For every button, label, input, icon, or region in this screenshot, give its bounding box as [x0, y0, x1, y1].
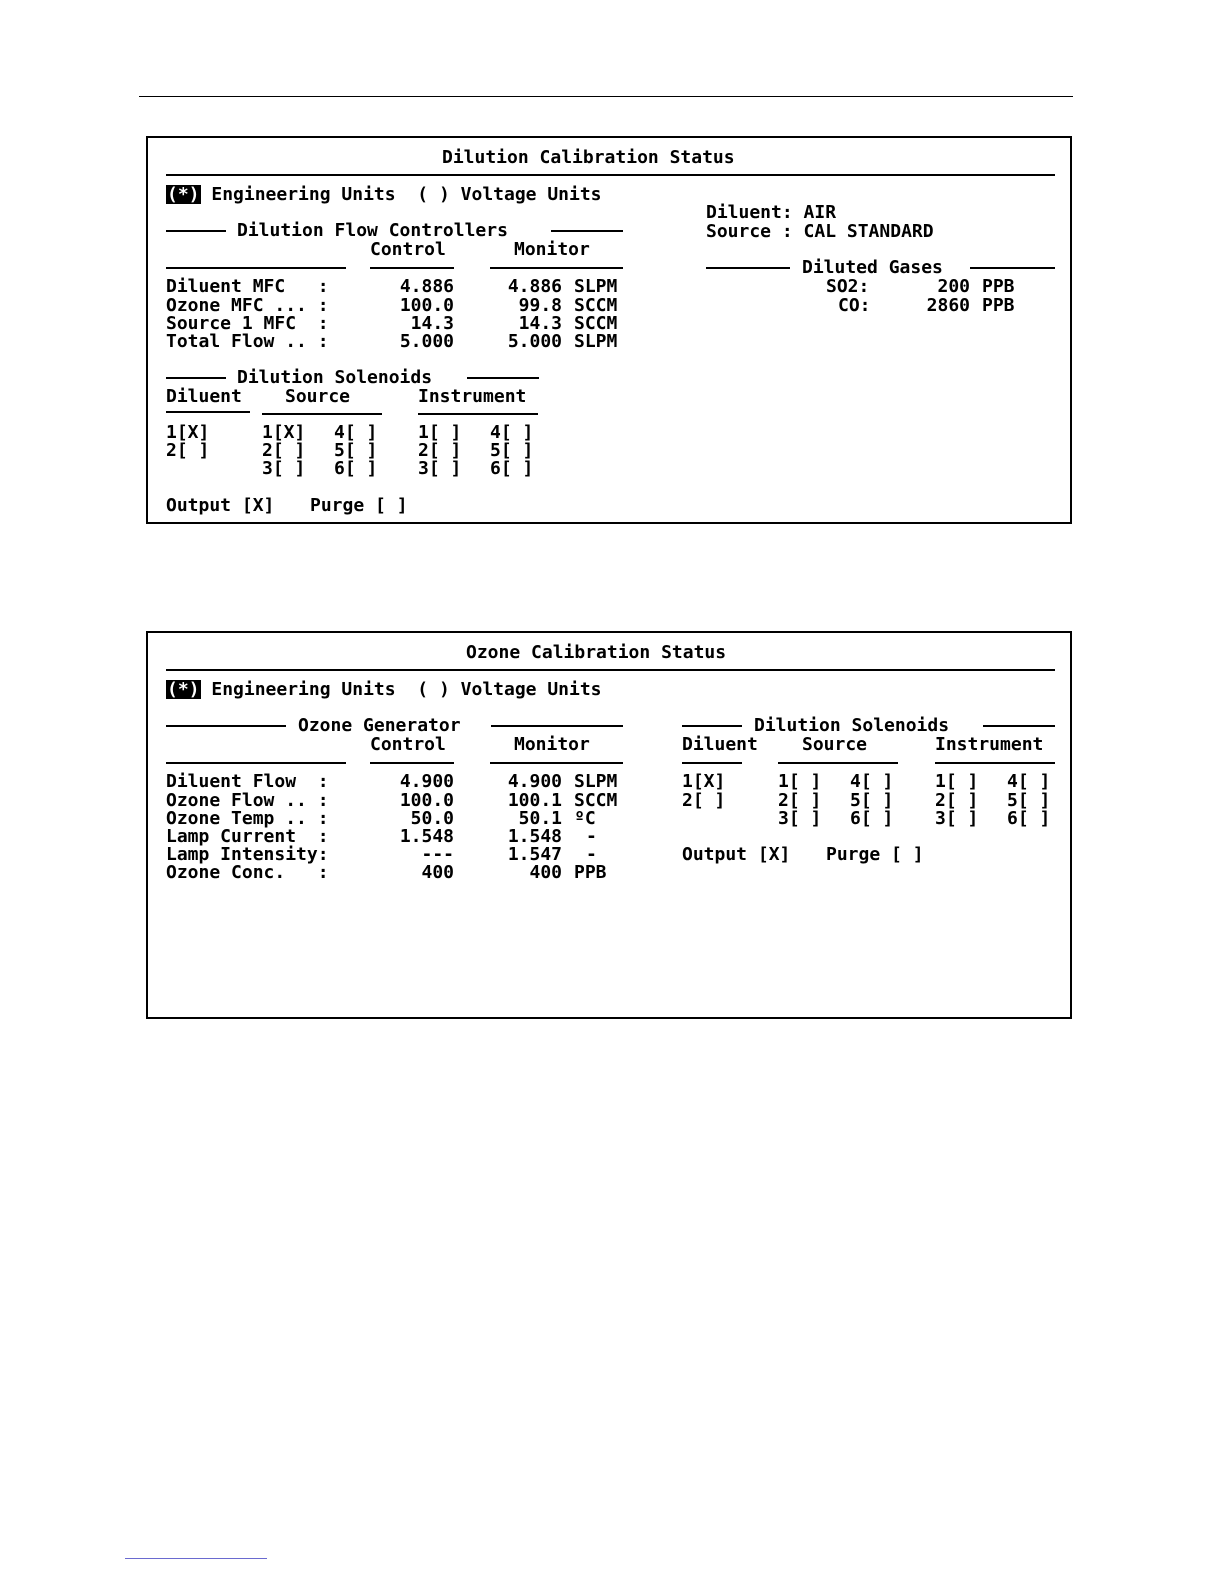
unit-label: SCCM — [574, 313, 618, 334]
source-solenoid-checkbox[interactable]: 5[ ] — [334, 440, 378, 461]
column-underline — [166, 411, 250, 413]
source-solenoid-checkbox[interactable]: 3[ ] — [262, 458, 306, 479]
source-solenoid-checkbox[interactable]: 4[ ] — [334, 422, 378, 443]
column-header-control: Control — [370, 734, 446, 755]
control-value: 1.548 — [399, 826, 454, 847]
monitor-value: 1.547 — [507, 844, 562, 865]
diluted-gases-title: Diluted Gases — [802, 257, 943, 278]
ozone-calibration-panel — [146, 631, 1072, 1019]
unit-label: SLPM — [574, 331, 618, 352]
solenoid-header-diluent: Diluent — [166, 386, 242, 407]
column-underline — [370, 267, 454, 269]
section-rule — [467, 377, 539, 379]
panel-title: Dilution Calibration Status — [442, 147, 735, 168]
solenoid-header-diluent: Diluent — [682, 734, 758, 755]
control-value: 50.0 — [410, 808, 454, 829]
diluent-solenoid-checkbox[interactable]: 1[X] — [166, 422, 210, 443]
row-label: Lamp Current : — [166, 826, 329, 847]
source-solenoid-checkbox[interactable]: 1[X] — [262, 422, 306, 443]
voltage-units-radio[interactable]: ( ) — [417, 184, 450, 205]
row-label: Ozone Temp .. : — [166, 808, 329, 829]
monitor-value: 14.3 — [518, 313, 562, 334]
engineering-units-label[interactable]: Engineering Units — [211, 679, 396, 700]
monitor-value: 4.900 — [507, 771, 562, 792]
ozone-generator-title: Ozone Generator — [298, 715, 461, 736]
solenoid-header-instrument: Instrument — [935, 734, 1044, 755]
column-underline — [166, 762, 346, 764]
row-label: Ozone Conc. : — [166, 862, 329, 883]
units-selector — [166, 185, 602, 204]
diluent-solenoid-checkbox[interactable]: 1[X] — [682, 771, 726, 792]
unit-label: SLPM — [574, 276, 618, 297]
gas-value: 2860 — [926, 295, 970, 316]
output-checkbox[interactable]: Output [X] — [682, 844, 791, 865]
section-rule — [491, 725, 623, 727]
control-value: 400 — [421, 862, 454, 883]
voltage-units-radio[interactable]: ( ) — [417, 679, 450, 700]
gas-label: SO2: — [826, 276, 870, 297]
monitor-value: 99.8 — [518, 295, 562, 316]
instrument-solenoid-checkbox[interactable]: 2[ ] — [418, 440, 462, 461]
solenoids-title: Dilution Solenoids — [754, 715, 950, 736]
row-label: Ozone Flow .. : — [166, 790, 329, 811]
source-solenoid-checkbox[interactable]: 3[ ] — [778, 808, 822, 829]
instrument-solenoid-checkbox[interactable]: 6[ ] — [490, 458, 534, 479]
control-value: 4.886 — [399, 276, 454, 297]
row-label: Diluent MFC : — [166, 276, 329, 297]
gas-value: 200 — [937, 276, 970, 297]
monitor-value: 50.1 — [518, 808, 562, 829]
unit-label: ºC — [574, 808, 596, 829]
control-value: 4.900 — [399, 771, 454, 792]
monitor-value: 1.548 — [507, 826, 562, 847]
monitor-value: 400 — [529, 862, 562, 883]
control-value: 100.0 — [399, 790, 454, 811]
diluent-info: Diluent: AIR — [706, 202, 837, 223]
column-underline — [490, 762, 623, 764]
monitor-value: 4.886 — [507, 276, 562, 297]
monitor-value: 100.1 — [507, 790, 562, 811]
source-solenoid-checkbox[interactable]: 6[ ] — [850, 808, 894, 829]
unit-label: SLPM — [574, 771, 618, 792]
control-value: 100.0 — [399, 295, 454, 316]
row-label: Ozone MFC ... : — [166, 295, 329, 316]
unit-label: - — [586, 844, 597, 865]
gas-unit: PPB — [982, 295, 1015, 316]
dilution-calibration-panel — [146, 136, 1072, 524]
flow-controllers-title: Dilution Flow Controllers — [237, 220, 508, 241]
column-underline — [935, 762, 1055, 764]
section-rule — [166, 230, 226, 232]
source-solenoid-checkbox[interactable]: 4[ ] — [850, 771, 894, 792]
solenoid-header-source: Source — [285, 386, 351, 407]
source-solenoid-checkbox[interactable]: 6[ ] — [334, 458, 378, 479]
engineering-units-radio[interactable]: (*) — [167, 184, 200, 205]
column-header-monitor: Monitor — [514, 734, 590, 755]
output-checkbox[interactable]: Output [X] — [166, 495, 275, 516]
purge-checkbox[interactable]: Purge [ ] — [310, 495, 408, 516]
instrument-solenoid-checkbox[interactable]: 5[ ] — [490, 440, 534, 461]
monitor-value: 5.000 — [507, 331, 562, 352]
unit-label: - — [586, 826, 597, 847]
section-rule — [682, 725, 742, 727]
page-header-rule — [139, 96, 1073, 97]
source-info: Source : CAL STANDARD — [706, 221, 934, 242]
column-header-control: Control — [370, 239, 446, 260]
diluent-solenoid-checkbox[interactable]: 2[ ] — [166, 440, 210, 461]
voltage-units-label[interactable]: Voltage Units — [460, 679, 602, 700]
engineering-units-radio[interactable]: (*) — [167, 679, 200, 700]
gas-unit: PPB — [982, 276, 1015, 297]
section-rule — [166, 725, 286, 727]
section-rule — [551, 230, 623, 232]
source-solenoid-checkbox[interactable]: 2[ ] — [262, 440, 306, 461]
footer-rule — [125, 1558, 267, 1559]
instrument-solenoid-checkbox[interactable]: 3[ ] — [935, 808, 979, 829]
title-divider — [166, 669, 1055, 671]
control-value: --- — [421, 844, 454, 865]
instrument-solenoid-checkbox[interactable]: 2[ ] — [935, 790, 979, 811]
source-solenoid-checkbox[interactable]: 2[ ] — [778, 790, 822, 811]
solenoid-header-instrument: Instrument — [418, 386, 527, 407]
control-value: 5.000 — [399, 331, 454, 352]
row-label: Total Flow .. : — [166, 331, 329, 352]
column-underline — [370, 762, 454, 764]
section-rule — [166, 377, 226, 379]
unit-label: SCCM — [574, 790, 618, 811]
row-label: Source 1 MFC : — [166, 313, 329, 334]
column-underline — [166, 267, 346, 269]
solenoid-header-source: Source — [802, 734, 868, 755]
column-underline — [490, 267, 623, 269]
column-header-monitor: Monitor — [514, 239, 590, 260]
section-rule — [706, 267, 790, 269]
instrument-solenoid-checkbox[interactable]: 1[ ] — [418, 422, 462, 443]
instrument-solenoid-checkbox[interactable]: 6[ ] — [1007, 808, 1051, 829]
instrument-solenoid-checkbox[interactable]: 4[ ] — [1007, 771, 1051, 792]
column-underline — [418, 413, 538, 415]
instrument-solenoid-checkbox[interactable]: 4[ ] — [490, 422, 534, 443]
control-value: 14.3 — [410, 313, 454, 334]
unit-label: PPB — [574, 862, 607, 883]
unit-label: SCCM — [574, 295, 618, 316]
instrument-solenoid-checkbox[interactable]: 1[ ] — [935, 771, 979, 792]
voltage-units-label[interactable]: Voltage Units — [460, 184, 602, 205]
diluent-solenoid-checkbox[interactable]: 2[ ] — [682, 790, 726, 811]
solenoids-title: Dilution Solenoids — [237, 367, 433, 388]
row-label: Diluent Flow : — [166, 771, 329, 792]
column-underline — [682, 762, 742, 764]
title-divider — [166, 174, 1055, 176]
instrument-solenoid-checkbox[interactable]: 3[ ] — [418, 458, 462, 479]
row-label: Lamp Intensity: — [166, 844, 329, 865]
column-underline — [778, 762, 898, 764]
panel-title: Ozone Calibration Status — [466, 642, 727, 663]
purge-checkbox[interactable]: Purge [ ] — [826, 844, 924, 865]
column-underline — [262, 413, 382, 415]
instrument-solenoid-checkbox[interactable]: 5[ ] — [1007, 790, 1051, 811]
source-solenoid-checkbox[interactable]: 5[ ] — [850, 790, 894, 811]
engineering-units-label[interactable]: Engineering Units — [211, 184, 396, 205]
section-rule — [970, 267, 1055, 269]
gas-label: CO: — [838, 295, 871, 316]
section-rule — [983, 725, 1055, 727]
source-solenoid-checkbox[interactable]: 1[ ] — [778, 771, 822, 792]
units-selector — [166, 680, 602, 699]
